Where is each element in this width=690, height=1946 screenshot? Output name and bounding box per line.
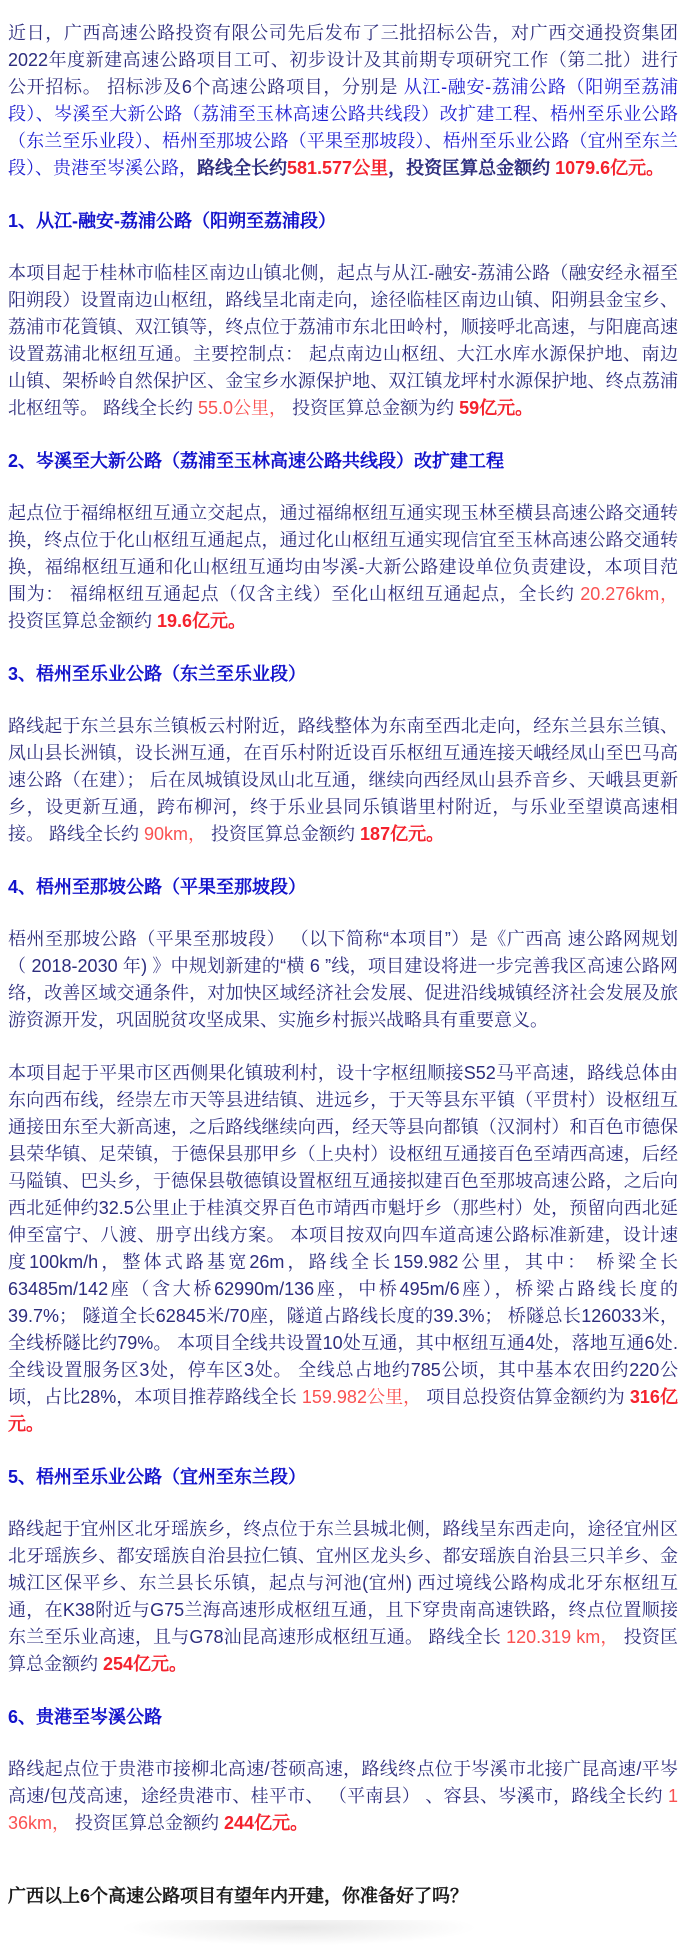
body-text: 起点位于福绵枢纽互通立交起点，通过福绵枢纽互通实现玉林至横县高速公路交通转换，终点位于化山枢纽互通起点，通过化山枢纽互通实现信宜至玉林高速公路交通转换，福绵枢纽互通和化山枢纽互通均由岑溪-大新公路建设单位负责建设，本项目范围为： 福绵枢纽互通起点（仅含主线）至化山枢纽互通起点，全长约 [8,503,678,604]
metric-value: 187亿元。 [360,824,445,844]
image-shadow [118,1920,548,1946]
section-paragraph [8,1060,678,1438]
metric-value: 254亿元。 [103,1654,188,1674]
metric-value: 19.6亿元。 [157,611,247,631]
section-heading: 4、梧州至那坡公路（平果至那坡段） [8,877,307,897]
metric-value: 55.0公里， [198,398,288,418]
body-text: 梧州至那坡公路（平果至那坡段） （以下简称“本项目”）是《广西高 速公路网规划 （ 2018-2030 年) 》中规划新建的“横 6 ”线，项目建设将进一步完善我区高速公路网络，改善区域交通条件，对加快区域经济社会发展、促进沿线城镇经济社会发展及旅游资源开发，巩固脱贫攻坚成果、实施乡村振兴战略具有重要意义。 [8,929,678,1030]
body-text: 本项目起于平果市区西侧果化镇玻利村，设十字枢纽顺接S52马平高速，路线总体由东向西布线，经崇左市天等县进结镇、进远乡，于天等县东平镇（平贯村）设枢纽互通接田东至大新高速，之后路线继续向西，经天等县向都镇（汉洞村）和百色市德保县荣华镇、足荣镇，于德保县那甲乡（上央村）设枢纽互通接百色至靖西高速，后经马隘镇、巴头乡，于德保县敬德镇设置枢纽互通接拟建百色至那坡高速公路，之后向西北延伸约32.5公里止于桂滇交界百色市靖西市魁圩乡（那些村）处，预留向西北延伸至富宁、八渡、册亨出线方案。 本项目按双向四车道高速公路标准新建，设计速度100km/h，整体式路基宽26m，路线全长159.982公里，其中： 桥梁全长63485m/142座（含大桥62990m/136座，中桥495m/6座），桥梁占路线长度的39.7%； 隧道全长62845米/70座，隧道占路线长度的39.3%； 桥隧总长126033米，全线桥隧比约79%。 本项目全线共设置10处互通，其中枢纽互通4处，落地互通6处.全线设置服务区3处，停车区3处。 全线总占地约785公顷，其中基本农田约220公顷，占比28%，本项目推荐路线全长 [8,1063,678,1407]
section-paragraph [8,260,678,422]
section-heading: 5、梧州至乐业公路（宜州至东兰段） [8,1467,307,1487]
metric-value: 159.982公里， [301,1387,422,1407]
body-text: 投资匡算总金额约 [8,1627,678,1674]
section-heading: 3、梧州至乐业公路（东兰至乐业段） [8,664,307,684]
metric-value: 1079.6亿元。 [555,158,665,178]
body-text: 路线全长约 [197,158,287,178]
body-text: ，投资匡算总金额约 [388,158,556,178]
metric-value: 581.577公里 [287,158,389,178]
section-paragraph [8,1756,678,1837]
metric-value: 244亿元。 [224,1813,309,1833]
section-paragraph [8,713,678,848]
body-text: 近日，广西高速公路投资有限公司先后发布了三批招标公告，对广西交通投资集团2022年度新建高速公路项目工可、初步设计及其前期专项研究工作（第二批）进行公开招标。 招标涉及6个高速公路项目，分别是 [8,23,678,97]
section-heading: 2、岑溪至大新公路（荔浦至玉林高速公路共线段）改扩建工程 [8,451,505,471]
intro-paragraph [8,20,678,182]
metric-value: 120.319 km， [506,1627,619,1647]
body-text: 投资匡算总金额为约 [287,398,460,418]
body-text: 路线起于宜州区北牙瑶族乡，终点位于东兰县城北侧，路线呈东西走向，途径宜州区北牙瑶族乡、都安瑶族自治县拉仁镇、宜州区龙头乡、都安瑶族自治县三只羊乡、金城江区保平乡、东兰县长乐镇，起点与河池(宜州) 西过境线公路构成北牙东枢纽互通，在K38附近与G75兰海高速形成枢纽互通，且下穿贵南高速铁路，终点位置顺接东兰至乐业高速，且与G78汕昆高速形成枢纽互通。 路线全长 [8,1519,678,1647]
section-heading: 1、从江-融安-荔浦公路（阳朔至荔浦段） [8,211,336,231]
metric-value: 90km， [144,824,207,844]
section-heading: 6、贵港至岑溪公路 [8,1707,163,1727]
body-text: 投资匡算总金额约 [70,1813,225,1833]
body-text: 本项目起于桂林市临桂区南边山镇北侧，起点与从江-融安-荔浦公路（融安经永福至阳朔段）设置南边山枢纽，路线呈北南走向，途径临桂区南边山镇、阳朔县金宝乡、荔浦市花篢镇、双江镇等，终点位于荔浦市东北田岭村，顺接呼北高速，与阳鹿高速设置荔浦北枢纽互通。主要控制点： 起点南边山枢纽、大江水库水源保护地、南边山镇、架桥岭自然保护区、金宝乡水源保护地、双江镇龙坪村水源保护地、终点荔浦北枢纽等。 路线全长约 [8,263,678,418]
metric-value: 59亿元。 [459,398,534,418]
body-text: 路线起于东兰县东兰镇板云村附近，路线整体为东南至西北走向，经东兰县东兰镇、凤山县长洲镇，设长洲互通，在百乐村附近设百乐枢纽互通连接天峨经凤山至巴马高速公路（在建）； 后在凤城镇设凤山北互通，继续向西经凤山县乔音乡、天峨县更新乡，设更新互通，跨布柳河，终于乐业县同乐镇谐里村附近，与乐业至望谟高速相接。 路线全长约 [8,716,678,844]
metric-value: 20.276km， [580,584,678,604]
metric-value: 316亿元。 [8,1387,678,1434]
body-text: 路线起点位于贵港市接柳北高速/苍硕高速，路线终点位于岑溪市北接广昆高速/平岑高速/包茂高速，途经贵港市、桂平市、 （平南县） 、容县、岑溪市，路线全长约 [8,1759,678,1806]
body-text: 投资匡算总金额约 [206,824,361,844]
sections-container [8,208,678,1837]
highlight-text: 从江-融安-荔浦公路（阳朔至荔浦段）、岑溪至大新公路（荔浦至玉林高速公路共线段）改扩建工程、梧州至乐业公路（东兰至乐业段）、梧州至那坡公路（平果至那坡段）、梧州至乐业公路（宜州至东兰段）、贵港至岑溪公路， [8,77,678,178]
metric-value: 1 36km， [8,1786,678,1833]
section-paragraph [8,1516,678,1678]
closing-line: 广西以上6个高速公路项目有望年内开建，你准备好了吗？ [8,1886,469,1906]
section-paragraph [8,500,678,635]
section-paragraph [8,926,678,1034]
body-text: 投资匡算总金额约 [8,611,158,631]
body-text: 项目总投资估算金额约为 [421,1387,630,1407]
